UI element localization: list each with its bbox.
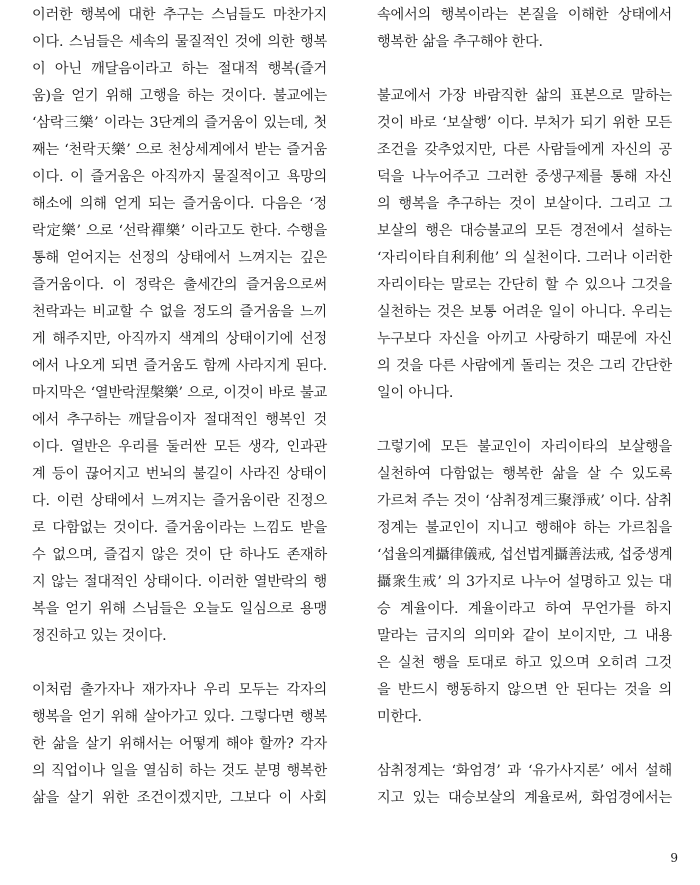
text-line: 삶을 살기 위한 조건이겠지만, 그보다 이 사회: [32, 790, 327, 806]
paragraph-gap: [377, 56, 672, 83]
text-line: 행복을 얻기 위해 살아가고 있다. 그렇다면 행복: [32, 709, 327, 725]
text-line: 실천하여 다함없는 행복한 삶을 살 수 있도록: [377, 466, 672, 482]
text-line: 보살의 행은 대승불교의 모든 경전에서 설하는: [377, 223, 672, 239]
text-line: 움)을 얻기 위해 고행을 하는 것이다. 불교에는: [32, 88, 327, 104]
text-line: 그렇기에 모든 불교인이 자리이타의 보살행을: [377, 439, 672, 455]
text-line: 불교에서 가장 바람직한 삶의 표본으로 말하는: [377, 88, 672, 104]
text-line: 의 것을 다른 사람에게 돌리는 것은 그리 간단한: [377, 358, 672, 374]
text-line: 누구보다 자신을 아끼고 사랑하기 때문에 자신: [377, 331, 672, 347]
text-line: 지 않는 절대적인 상태이다. 이러한 열반락의 행: [32, 574, 327, 590]
text-line: 을 반드시 행동하지 않으면 안 된다는 것을 의: [377, 682, 672, 698]
text-line: 이 아닌 깨달음이라고 하는 절대적 행복(즐거: [32, 61, 327, 77]
text-line: 에서 나오게 되면 즐거움도 함께 사라지게 된다.: [32, 358, 327, 374]
text-line: 이처럼 출가자나 재가자나 우리 모두는 각자의: [32, 682, 327, 698]
text-line: 정진하고 있는 것이다.: [32, 628, 167, 644]
text-line: ‘섭율의계攝律儀戒, 섭선법계攝善法戒, 섭중생계: [377, 547, 673, 563]
text-line: 말라는 금지의 의미와 같이 보이지만, 그 내용: [377, 628, 672, 644]
text-line: 의 행복을 추구하는 것이 보살이다. 그리고 그: [377, 196, 672, 212]
text-line: 통해 얻어지는 선정의 상태에서 느껴지는 깊은: [32, 250, 327, 266]
text-line: 가르쳐 주는 것이 ‘삼취정계三聚淨戒’ 이다. 삼취: [377, 493, 672, 509]
page-number: 9: [670, 851, 678, 865]
text-line: 이다. 열반은 우리를 둘러싼 모든 생각, 인과관: [32, 439, 327, 455]
text-line: 지고 있는 대승보살의 계율로써, 화엄경에서는: [377, 790, 672, 806]
text-line: ‘자리이타自利利他’ 의 실천이다. 그러나 이러한: [377, 250, 672, 266]
text-line: 조건을 갖추었지만, 다른 사람들에게 자신의 공: [377, 142, 672, 158]
text-line: 행복한 삶을 추구해야 한다.: [377, 34, 543, 50]
text-line: 승 계율이다. 계율이라고 하여 무언가를 하지: [377, 601, 672, 617]
text-line: 이러한 행복에 대한 추구는 스님들도 마찬가지: [32, 7, 327, 23]
text-line: 락定樂’ 으로 ‘선락禪樂’ 이라고도 한다. 수행을: [32, 223, 327, 239]
text-line: 로 다함없는 것이다. 즐거움이라는 느낌도 받을: [32, 520, 327, 536]
right-column: [377, 2, 672, 812]
text-line: 정계는 불교인이 지니고 행해야 하는 가르침을: [377, 520, 672, 536]
paragraph-gap: [377, 407, 672, 434]
text-line: 해소에 의해 얻게 되는 즐거움이다. 다음은 ‘정: [32, 196, 327, 212]
text-line: 게 해주지만, 아직까지 색계의 상태이기에 선정: [32, 331, 327, 347]
text-line: 즐거움이다. 이 정락은 출세간의 즐거움으로써: [32, 277, 327, 293]
text-line: 미한다.: [377, 709, 422, 725]
text-line: 은 실천 행을 토대로 하고 있으며 오히려 그것: [377, 655, 672, 671]
text-line: 의 직업이나 일을 열심히 하는 것도 분명 행복한: [32, 763, 327, 779]
text-line: 일이 아니다.: [377, 385, 454, 401]
paragraph-gap: [32, 650, 327, 677]
text-line: 째는 ‘천락天樂’ 으로 천상세계에서 받는 즐거움: [32, 142, 327, 158]
text-line: 것이 바로 ‘보살행’ 이다. 부처가 되기 위한 모든: [377, 115, 672, 131]
text-line: 덕을 나누어주고 그러한 중생구제를 통해 자신: [377, 169, 672, 185]
text-line: ‘삼락三樂’ 이라는 3단계의 즐거움이 있는데, 첫: [32, 115, 327, 131]
text-line: 속에서의 행복이라는 본질을 이해한 상태에서: [377, 7, 672, 23]
text-line: 자리이타는 말로는 간단히 할 수 있으나 그것을: [377, 277, 672, 293]
text-line: 이다. 스님들은 세속의 물질적인 것에 의한 행복: [32, 34, 327, 50]
text-line: 다. 이런 상태에서 느껴지는 즐거움이란 진정으: [32, 493, 327, 509]
paragraph-gap: [377, 731, 672, 758]
text-line: 마지막은 ‘열반락涅槃樂’ 으로, 이것이 바로 불교: [32, 385, 327, 401]
text-line: 천락과는 비교할 수 없을 정도의 즐거움을 느끼: [32, 304, 327, 320]
text-line: 계 등이 끊어지고 번뇌의 불길이 사라진 상태이: [32, 466, 327, 482]
text-line: 한 삶을 살기 위해서는 어떻게 해야 할까? 각자: [32, 736, 327, 752]
text-line: 삼취정계는 ‘화엄경’ 과 ‘유가사지론’ 에서 설해: [377, 763, 672, 779]
text-line: 수 없으며, 즐겁지 않은 것이 단 하나도 존재하: [32, 547, 327, 563]
text-line: 이다. 이 즐거움은 아직까지 물질적이고 욕망의: [32, 169, 327, 185]
text-line: 실천하는 것은 보통 어려운 일이 아니다. 우리는: [377, 304, 672, 320]
text-line: 攝衆生戒’ 의 3가지로 나누어 설명하고 있는 대: [377, 574, 672, 590]
text-line: 복을 얻기 위해 스님들은 오늘도 일심으로 용맹: [32, 601, 327, 617]
left-column: [32, 2, 327, 812]
text-line: 에서 추구하는 깨달음이자 절대적인 행복인 것: [32, 412, 327, 428]
